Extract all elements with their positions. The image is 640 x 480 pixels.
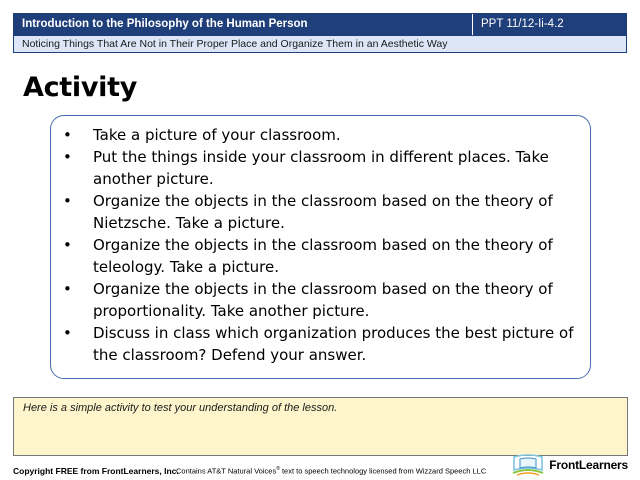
frontlearners-logo-icon [511, 454, 545, 476]
activity-item-text: Take a picture of your classroom. [93, 126, 341, 144]
activity-item [63, 124, 576, 146]
frontlearners-logo [511, 454, 628, 476]
competency-code: PPT 11/12-Ii-4.2 [472, 14, 626, 35]
notes-box [13, 397, 628, 456]
activity-item-text: Put the things inside your classroom in different places. Take another picture. [93, 148, 549, 188]
bullet-icon: • [63, 324, 72, 342]
activity-list [51, 116, 590, 366]
copyright-text: Copyright FREE from FrontLearners, Inc. [13, 466, 179, 476]
logo-text: FrontLearners [549, 458, 628, 472]
activity-item [63, 278, 576, 322]
voices-suffix: text to speech technology licensed from Wizzard Speech LLC [279, 466, 487, 476]
activity-item [63, 322, 576, 366]
bullet-icon: • [63, 126, 72, 144]
activity-item-text: Organize the objects in the classroom based on the theory of teleology. Take a picture. [93, 236, 553, 276]
activity-item [63, 146, 576, 190]
header-top-row [14, 14, 626, 35]
activity-box [50, 115, 591, 379]
slide-header [13, 13, 627, 53]
activity-item [63, 190, 576, 234]
activity-item-text: Organize the objects in the classroom based on the theory of proportionality. Take another picture. [93, 280, 553, 320]
lesson-subtitle: Noticing Things That Are Not in Their Proper Place and Organize Them in an Aesthetic Way [14, 35, 626, 52]
activity-item [63, 234, 576, 278]
registered-mark: ® [276, 466, 280, 472]
footer [13, 458, 628, 479]
activity-item-text: Discuss in class which organization produces the best picture of the classroom? Defend your answer. [93, 324, 574, 364]
course-title: Introduction to the Philosophy of the Human Person [14, 14, 472, 35]
slide-title: Activity [23, 72, 138, 103]
bullet-icon: • [63, 236, 72, 254]
bullet-icon: • [63, 280, 72, 298]
bullet-icon: • [63, 148, 72, 166]
bullet-icon: • [63, 192, 72, 210]
voices-prefix: Contains AT&T Natural Voices [176, 466, 277, 476]
activity-item-text: Organize the objects in the classroom based on the theory of Nietzsche. Take a picture. [93, 192, 553, 232]
voices-notice [176, 466, 486, 476]
notes-text: Here is a simple activity to test your understanding of the lesson. [23, 402, 338, 414]
